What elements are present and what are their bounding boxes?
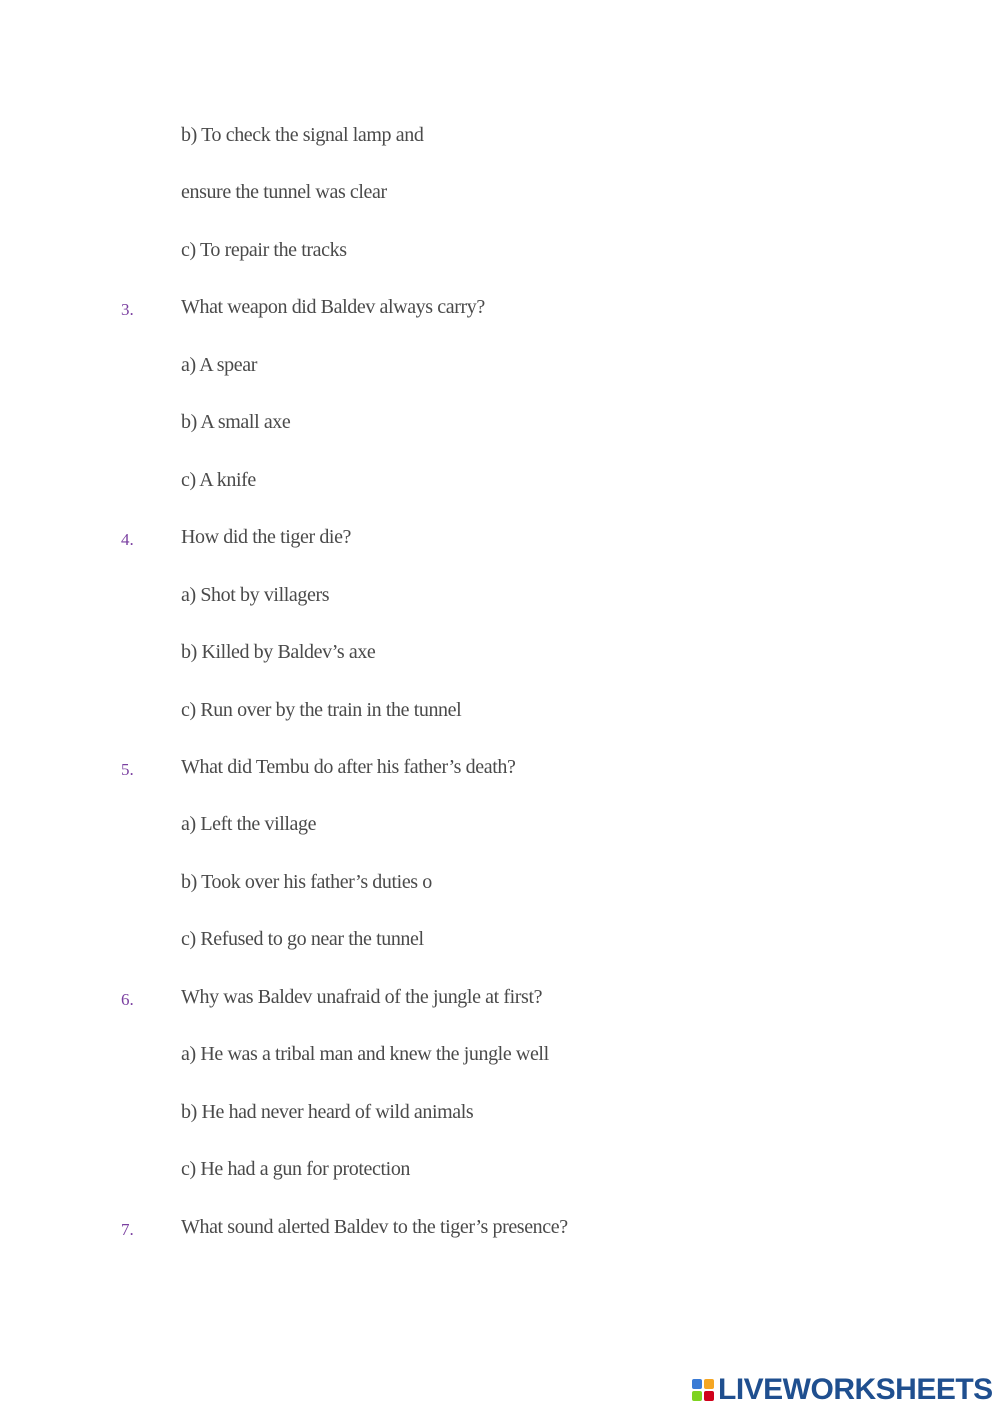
question-line [0,1216,1000,1248]
answer-line [0,928,1000,960]
option-text: c) He had a gun for protection [181,1158,411,1180]
question-text: What sound alerted Baldev to the tiger’s presence? [181,1216,568,1238]
option-text: b) To check the signal lamp and [181,124,424,146]
option-text: b) Took over his father’s duties o [181,871,432,893]
answer-line [0,641,1000,673]
logo-square-blue [692,1379,702,1389]
question-number: 4. [121,530,134,549]
question-line [0,756,1000,788]
question-text: What weapon did Baldev always carry? [181,296,485,318]
question-line [0,986,1000,1018]
question-line [0,296,1000,328]
answer-line [0,239,1000,271]
answer-line [0,1158,1000,1190]
logo-square-green [692,1391,702,1401]
answer-line [0,699,1000,731]
answer-line [0,1101,1000,1133]
question-number: 3. [121,300,134,319]
answer-line [0,813,1000,845]
logo-square-orange [704,1379,714,1389]
brand-name: LIVEWORKSHEETS [718,1373,993,1406]
option-text: b) He had never heard of wild animals [181,1101,474,1123]
question-line [0,526,1000,558]
option-text: c) A knife [181,469,256,491]
answer-line [0,871,1000,903]
option-text: ensure the tunnel was clear [181,181,387,203]
option-text: b) Killed by Baldev’s axe [181,641,376,663]
question-number: 6. [121,990,134,1009]
answer-line [0,1043,1000,1075]
option-text: a) A spear [181,354,257,376]
question-text: How did the tiger die? [181,526,352,548]
option-text: c) Refused to go near the tunnel [181,928,424,950]
logo-square-red [704,1391,714,1401]
question-text: Why was Baldev unafraid of the jungle at first? [181,986,543,1008]
liveworksheets-logo-icon [692,1379,714,1401]
answer-line [0,469,1000,501]
question-number: 7. [121,1220,134,1239]
question-number: 5. [121,760,134,779]
option-text: b) A small axe [181,411,291,433]
answer-line [0,411,1000,443]
liveworksheets-brand [692,1374,993,1406]
option-text: a) Shot by villagers [181,584,330,606]
answer-line [0,584,1000,616]
option-text: c) To repair the tracks [181,239,347,261]
option-text: a) Left the village [181,813,317,835]
option-text: a) He was a tribal man and knew the jungle well [181,1043,549,1065]
option-text: c) Run over by the train in the tunnel [181,699,462,721]
answer-line [0,181,1000,213]
answer-line [0,124,1000,156]
answer-line [0,354,1000,386]
question-text: What did Tembu do after his father’s death? [181,756,516,778]
